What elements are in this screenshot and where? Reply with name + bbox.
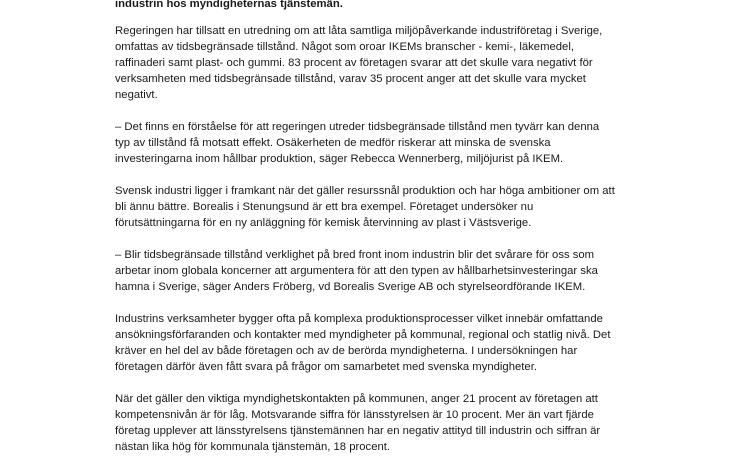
paragraph-line: kräver en hel del av både företagen och av de berörda myndigheterna. I undersökningen har <box>115 345 578 357</box>
lead-line: industrin hos myndigheternas tjänstemän. <box>115 0 343 10</box>
paragraph-line: arbetar inom globala koncerner att argumentera för att den typen av hållbarhetsinvesteringar ska <box>115 265 598 277</box>
paragraph-line: typ av tillstånd få motsatt effekt. Osäkerheten de medför riskerar att minska de svenska <box>115 137 551 149</box>
paragraph-line: – Det finns en förståelse för att regeringen utreder tidsbegränsade tillstånd men tyvärr kan denna <box>115 121 600 133</box>
paragraph-industrins-verksamheter <box>115 311 635 375</box>
paragraph-line: Regeringen har tillsatt en utredning om att låta samtliga miljöpåverkande industriföretag i Sverige, <box>115 25 603 37</box>
paragraph-line: Industrins verksamheter bygger ofta på komplexa produktionsprocesser vilket innebär omfattande <box>115 313 603 325</box>
paragraph-svensk-industri <box>115 183 635 231</box>
paragraph-line: ansökningsförfaranden och kontakter med myndigheter på kommunal, regional och statlig nivå. Det <box>115 329 611 341</box>
paragraph-line: Svensk industri ligger i framkant när det gäller resurssnål produktion och har höga ambitioner om att <box>115 185 615 197</box>
paragraph-line: omfattas av tidsbegränsade tillstånd. Något som oroar IKEMs branscher - kemi-, läkemedel, <box>115 41 574 53</box>
paragraph-line: – Blir tidsbegränsade tillstånd verklighet på bred front inom industrin blir det svårare för oss som <box>115 249 595 261</box>
paragraph-line: När det gäller den viktiga myndighetskontakten på kommunen, anger 21 procent av företagen att <box>115 393 598 405</box>
paragraph-quote-froberg <box>115 247 635 295</box>
paragraph-line: förutsättningarna för en ny anläggning för kemisk återvinning av plast i Västsverige. <box>115 217 532 229</box>
paragraph-regeringen <box>115 23 635 103</box>
paragraph-line: raffinaderi samt plast- och gummi. 83 procent av företagen svarar att det skulle vara negativt för <box>115 57 593 69</box>
paragraph-myndighetskontakten <box>115 391 635 455</box>
paragraph-line: negativt. <box>115 89 158 101</box>
paragraph-line: företag upplever att länsstyrelsens tjänstemännen har en negativ attityd till industrin och siffran är <box>115 425 601 437</box>
paragraph-line: företagen därför även fått svara på frågor om samarbetet med svenska myndigheter. <box>115 361 537 373</box>
paragraph-line: kompetensnivån är för låg. Motsvarande siffra för länsstyrelsen är 10 procent. Mer än vart fjärde <box>115 409 594 421</box>
document-page <box>115 0 635 471</box>
paragraph-line: investeringarna inom hållbar produktion, säger Rebecca Wennerberg, miljöjurist på IKEM. <box>115 153 564 165</box>
paragraph-line: bli ännu bättre. Borealis i Stenungsund är ett bra exempel. Företaget undersöker nu <box>115 201 534 213</box>
paragraph-quote-wennerberg <box>115 119 635 167</box>
paragraph-line: nästan lika hög för kommunala tjänstemän, 18 procent. <box>115 441 391 453</box>
paragraph-line: hamna i Sverige, säger Anders Fröberg, vd Borealis Sverige AB och styrelseordförande IKEM. <box>115 281 586 293</box>
paragraph-line: verksamheten med tidsbegränsade tillstånd, varav 35 procent anger att det skulle vara mycket <box>115 73 586 85</box>
